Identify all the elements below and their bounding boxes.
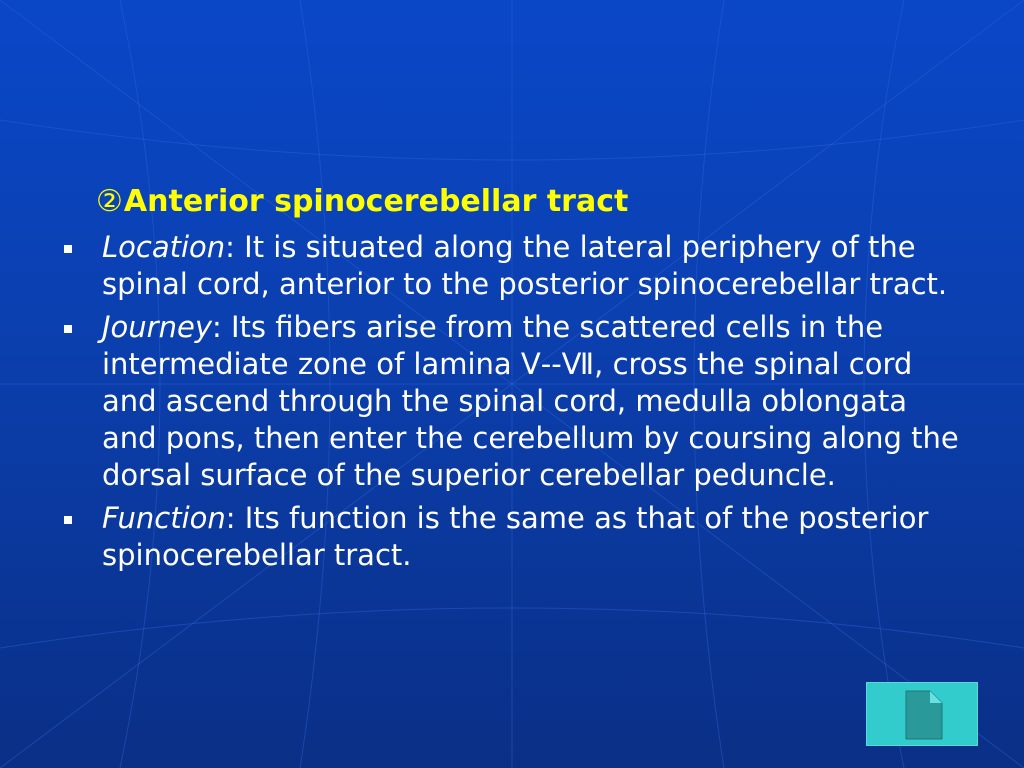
bullet-term: Location <box>102 230 226 264</box>
bullet-term: Journey <box>102 310 212 344</box>
bullet-square-icon <box>64 325 72 333</box>
bullet-text: : Its fibers arise from the scattered cells in the intermediate zone of lamina Ⅴ--Ⅶ, cross the spinal cord and ascend through the spinal cord, medulla oblongata and pons, then enter the cerebellum by coursing along the dorsal surface of the superior cerebellar peduncle. <box>102 310 959 492</box>
bullet-item-function <box>60 500 970 574</box>
circled-number-marker: ② <box>96 184 123 219</box>
bullet-square-icon <box>64 245 72 253</box>
slide-title <box>96 182 628 222</box>
bullet-square-icon <box>64 516 72 524</box>
slide-title-text: Anterior spinocerebellar tract <box>123 184 629 219</box>
bullet-term: Function <box>102 501 226 535</box>
bullet-text: : It is situated along the lateral periphery of the spinal cord, anterior to the posterior spinocerebellar tract. <box>102 230 948 301</box>
document-nav-button[interactable] <box>866 682 978 746</box>
bullet-list <box>60 229 970 580</box>
document-icon <box>867 683 979 747</box>
bullet-item-journey <box>60 309 970 494</box>
bullet-text: : Its function is the same as that of the posterior spinocerebellar tract. <box>102 501 929 572</box>
bullet-item-location <box>60 229 970 303</box>
